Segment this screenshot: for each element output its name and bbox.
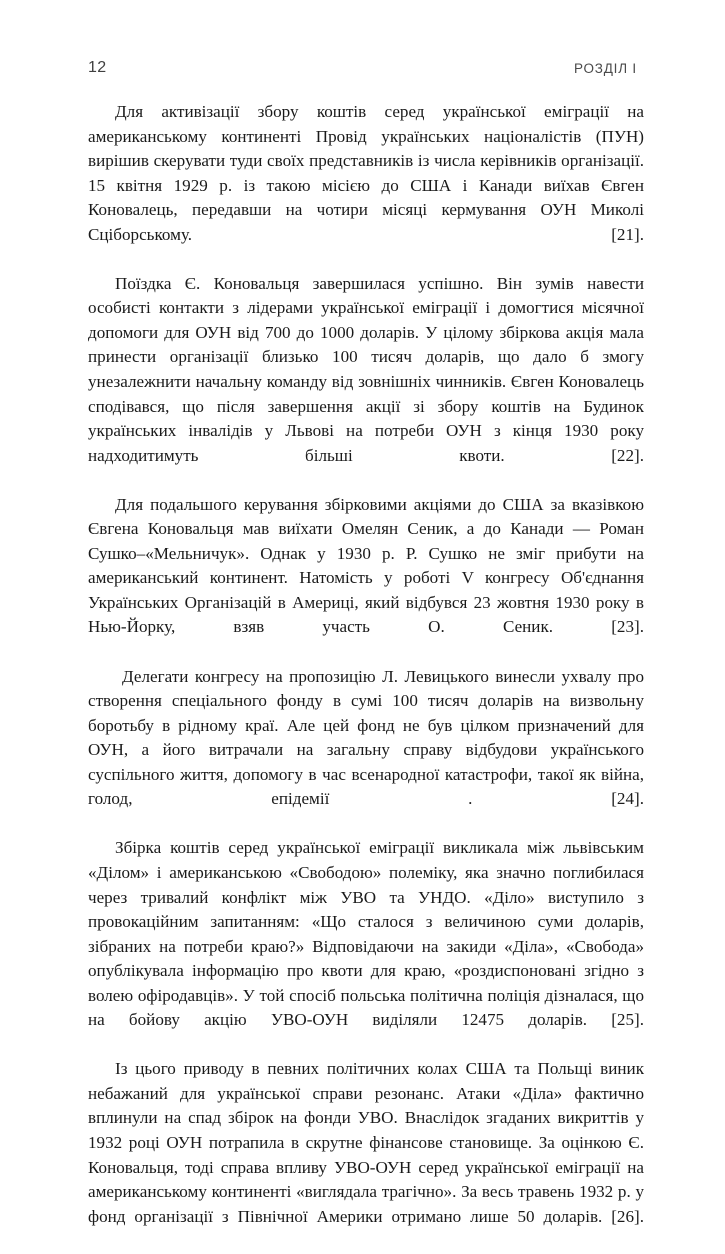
chapter-title: РОЗДІЛ I [573, 60, 637, 76]
page-number: 12 [88, 59, 107, 76]
body-textblock [88, 100, 644, 1254]
paragraph: Поїздка Є. Коновальця завершилася успішно. Він зумів навести особисті контакти з лідерами української еміграції і домогтися місячної допомоги для ОУН від 700 до 1000 доларів. У цілому збіркова акція мала принести організації близько 100 тисяч доларів, що дало б змогу унезалежнити начальну команду від зовнішніх чинників. Євген Коновалець сподівався, що після завершення акції зі збору коштів на Будинок українських інвалідів у Львові на потреби ОУН з кінця 1930 року надходитимуть більші квоти. [22]. [88, 273, 644, 465]
paragraph: Для подальшого керування збірковими акціями до США за вказівкою Євгена Коновальця мав виїхати Омелян Сеник, а до Канади — Роман Сушко–«Мельничук». Однак у 1930 р. Р. Сушко не зміг прибути на американський континент. Натомість у роботі V конгресу Об'єднання Українських Організацій в Америці, який відбувся 23 жовтня 1930 року в Нью-Йорку, взяв участь О. Сеник. [23]. [88, 494, 644, 637]
paragraph: Для активізації збору коштів серед української еміграції на американському континенті Провід українських націоналістів (ПУН) вирішив скерувати туди своїх представників із числа керівників організації. 15 квітня 1929 р. із такою місією до США і Канади виїхав Євген Коновалець, передавши на чотири місяці кермування ОУН Миколі Сціборському. [21]. [88, 102, 644, 244]
paragraph: Делегати конгресу на пропозицію Л. Левицького винесли ухвалу про створення спеціального фонду в сумі 100 тисяч доларів на визвольну боротьбу в рідному краї. Але цей фонд не був цілком призначений для ОУН, а його витрачали на загальну справу відбудови українського суспільного життя, допомогу в час всенародної катастрофи, такої як війна, голод, епідемії . [24]. [88, 666, 644, 809]
paragraph: Із цього приводу в певних політичних колах США та Польщі виник небажаний для української справи резонанс. Атаки «Діла» фактично вплинули на спад збірок на фонди УВО. Внаслідок згаданих викриттів у 1932 році ОУН потрапила в скрутне фінансове становище. За оцінкою Є. Коновальця, тоді справа впливу УВО-ОУН серед української еміграції на американському континенті «виглядала трагічно». За весь травень 1932 р. у фонд організації з Північної Америки отримано лише 50 доларів. [26]. [88, 1059, 644, 1226]
running-head [88, 56, 637, 80]
paragraph: Збірка коштів серед української еміграції викликала між львівським «Ділом» і американською «Свободою» полеміку, яка значно поглибилася через тривалий конфлікт між УВО та УНДО. «Діло» виступило з провокаційним запитанням: «Що сталося з величиною суми доларів, зібраних на потреби краю?» Відповідаючи на закиди «Діла», «Свобода» опублікувала інформацію про квоти для краю, «роздиспоновані згідно з волею офіродавців». У той спосіб польська політична поліція дізналася, що на бойову акцію УВО-ОУН виділяли 12475 доларів. [25]. [88, 838, 644, 1030]
